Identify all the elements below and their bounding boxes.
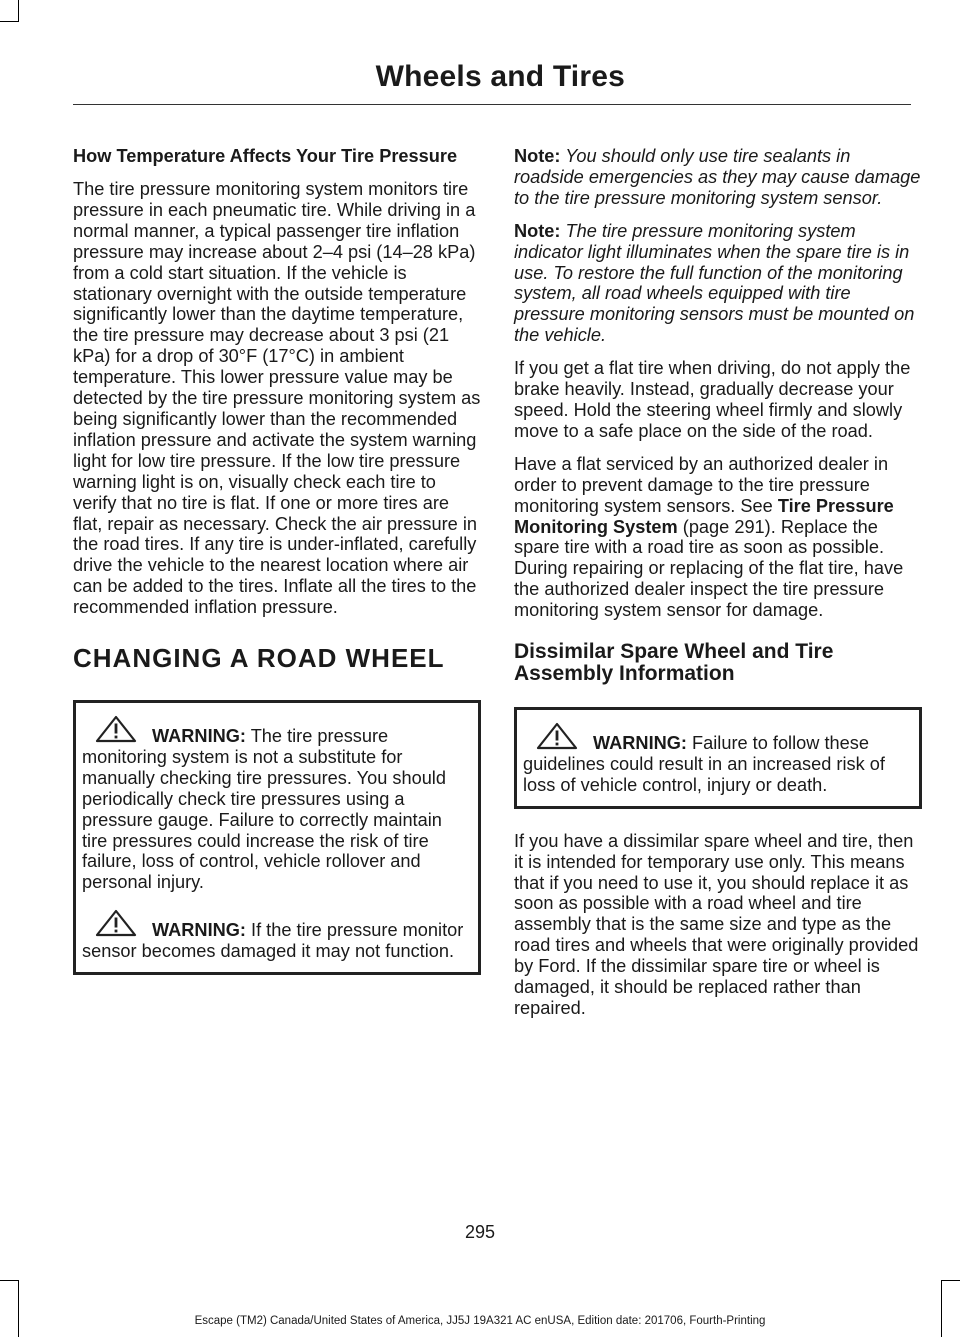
service-paragraph: [514, 454, 922, 621]
warning-text: [82, 909, 472, 962]
service-text: (page 291). Replace the spare tire with a road tire as soon as possible. During repairing or replacing of the flat tire, have the authorized dealer inspect the tire pressure monitoring system sensor for damage.: [514, 516, 904, 621]
warning-label: WARNING:: [593, 733, 687, 754]
crop-mark: [18, 0, 19, 22]
note-label: Note:: [514, 220, 561, 241]
warning-text: [82, 715, 472, 893]
page-title: Wheels and Tires: [375, 60, 625, 93]
temperature-paragraph: The tire pressure monitoring system monitors tire pressure in each pneumatic tire. While driving in a normal manner, a typical passenger tire inflation pressure may increase about 2–4 psi (14–28 kPa) from a cold start situation. If the vehicle is stationary overnight with the outside temperature significantly lower than the daytime temperature, the tire pressure may decrease about 3 psi (21 kPa) for a drop of 30°F (17°C) in ambient temperature. This lower pressure value may be detected by the tire pressure monitoring system as being significantly lower than the recommended inflation pressure and activate the system warning light for low tire pressure. If the low tire pressure warning light is on, visually check each tire to verify that no tire is flat. If one or more tires are flat, repair as necessary. Check the air pressure in the road tires. If any tire is under-inflated, carefully drive the vehicle to the nearest location where air can be added to the tires. Inflate all the tires to the recommended inflation pressure.: [73, 179, 481, 618]
right-column: [514, 146, 922, 1031]
warning-box: [514, 707, 922, 809]
cross-reference-link[interactable]: Tire Pressure Monitoring System: [514, 495, 894, 537]
flat-tire-paragraph: If you get a flat tire when driving, do not apply the brake heavily. Instead, gradually decrease your speed. Hold the steering wheel firmly and slowly move to a safe place on the side of the road.: [514, 358, 911, 441]
note-indicator: [514, 221, 922, 346]
header-rule: [73, 104, 911, 105]
warning-triangle-icon: [535, 722, 579, 750]
crop-mark: [941, 1280, 960, 1281]
crop-mark: [0, 21, 19, 22]
temperature-heading: How Temperature Affects Your Tire Pressure: [73, 146, 458, 166]
warning-text: [523, 722, 913, 796]
footer-text: Escape (TM2) Canada/United States of America, JJ5J 19A321 AC enUSA, Edition date: 201706, Fourth-Printing: [194, 1315, 766, 1327]
warning-label: WARNING:: [152, 726, 246, 747]
crop-mark: [941, 1280, 942, 1337]
page-number: 295: [464, 1222, 496, 1242]
crop-mark: [18, 1280, 19, 1337]
dissimilar-spare-paragraph: If you have a dissimilar spare wheel and tire, then it is intended for temporary use only. This means that if you need to use it, you should replace it as soon as possible with a road wheel and tire assembly that is the same size and type as the road tires and wheels that were originally provided by Ford. If the dissimilar spare tire or wheel is damaged, it should be replaced rather than repaired.: [514, 830, 919, 1018]
warning-label: WARNING:: [152, 920, 246, 941]
note-sealants: [514, 146, 922, 209]
warning-body: If the tire pressure monitor sensor becomes damaged it may not function.: [82, 920, 464, 962]
note-body: The tire pressure monitoring system indicator light illuminates when the spare tire is in use. To restore the full function of the monitoring system, all road wheels equipped with tire pressure monitoring sensors must be mounted on the vehicle.: [514, 220, 915, 346]
warning-triangle-icon: [94, 715, 138, 743]
crop-mark: [0, 1280, 19, 1281]
warning-box: [73, 700, 481, 975]
warning-body: Failure to follow these guidelines could result in an increased risk of loss of vehicle control, injury or death.: [523, 733, 885, 795]
note-label: Note:: [514, 146, 561, 166]
left-column: [73, 146, 481, 997]
section-title: CHANGING A ROAD WHEEL: [73, 643, 445, 674]
dissimilar-spare-heading: Dissimilar Spare Wheel and Tire Assembly Information: [514, 640, 834, 686]
warning-triangle-icon: [94, 909, 138, 937]
warning-body: The tire pressure monitoring system is not a substitute for manually checking tire pressures. You should periodically check tire pressures using a pressure gauge. Failure to correctly maintain tire pressures could increase the risk of tire failure, loss of control, vehicle rollover and personal injury.: [82, 726, 446, 893]
note-body: You should only use tire sealants in roadside emergencies as they may cause damage to the tire pressure monitoring system sensor.: [514, 146, 921, 208]
service-text: Have a flat serviced by an authorized dealer in order to prevent damage to the tire pressure monitoring system sensors. See: [514, 453, 889, 516]
